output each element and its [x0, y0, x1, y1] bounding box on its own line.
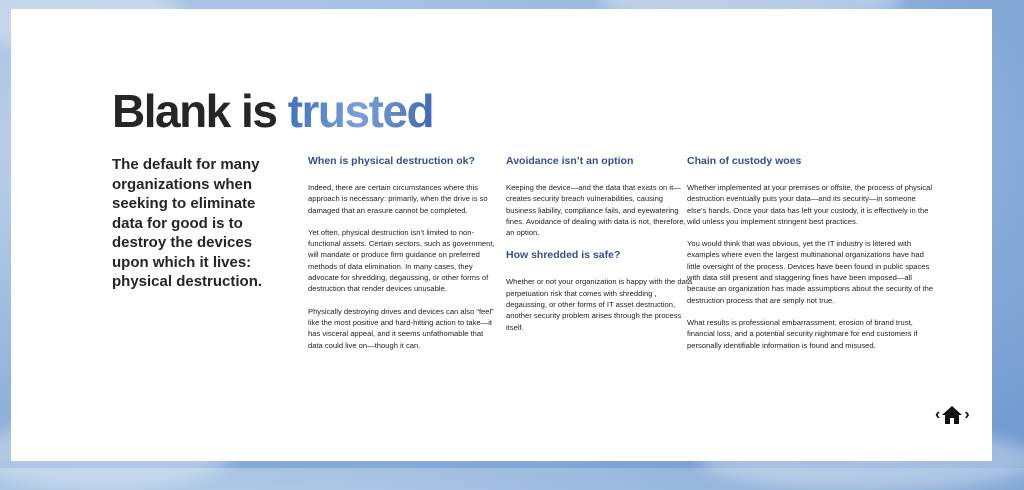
page-navigation [935, 405, 970, 425]
section-heading: Avoidance isn’t an option [506, 155, 634, 167]
body-paragraph: Physically destroying drives and devices can also “feel” like the most positive and hard-hitting action to take—it has visceral appeal, and it seems unfathomable that data could live on—though it can. [308, 306, 494, 350]
column-avoidance [506, 155, 694, 344]
body-paragraph: What results is professional embarrassment, erosion of brand trust, financial loss, and a potential security nightmare for end customers if personally identifiable information is found and misused. [687, 317, 918, 350]
section-heading: Chain of custody woes [687, 155, 802, 167]
body-paragraph: Indeed, there are certain circumstances where this approach is necessary: primarily, when the drive is so damaged that an erasure cannot be completed. [308, 183, 488, 215]
home-icon[interactable] [941, 405, 963, 425]
column-chain-of-custody [687, 155, 937, 362]
body-paragraph: Keeping the device—and the data that exists on it—creates security breach vulnerabilities, causing business liability, compliance fails, and eyewatering fines. Avoidance of dealing with data is not, therefore, an option. [506, 183, 686, 238]
column-physical-destruction [308, 155, 496, 362]
lede-paragraph: The default for many organizations when seeking to eliminate data for good is to destroy the devices upon which it lives: physical destruction. [112, 156, 263, 290]
body-paragraph: Yet often, physical destruction isn’t limited to non-functional assets. Certain sectors, such as government, will mandate or produce firm guidance on preferred methods of data elimination. In many cases, they advocate for shredding, degaussing, or other forms of destruction that render devices unusable. [308, 227, 495, 294]
chevron-left-icon[interactable]: ‹ [935, 406, 941, 423]
page-title [112, 84, 433, 138]
chevron-right-icon[interactable]: › [964, 406, 970, 423]
section-heading: When is physical destruction ok? [308, 155, 475, 167]
body-paragraph: You would think that was obvious, yet the IT industry is littered with examples where even the largest multinational organizations have had little oversight of the process. Devices have been found in public spaces with data still present and staggering fines have been imposed—all because an organization has made assumptions about the security of the destruction process that are simply not true. [687, 239, 934, 305]
page-title-prefix: Blank is [112, 85, 277, 137]
section-heading: How shredded is safe? [506, 249, 621, 262]
body-paragraph: Whether implemented at your premises or offsite, the process of physical destruction eventually puts your data—and its security—in someone else’s hands. Once your data has left your custody, it is effectively in the wild unless you implement stringent best practices. [687, 183, 933, 226]
body-paragraph: Whether or not your organization is happy with the data perpetuation risk that comes with shredding , degaussing, or other forms of IT asset destruction, another security problem arises through the process itself. [506, 277, 693, 332]
page-title-accent: trusted [287, 85, 434, 137]
